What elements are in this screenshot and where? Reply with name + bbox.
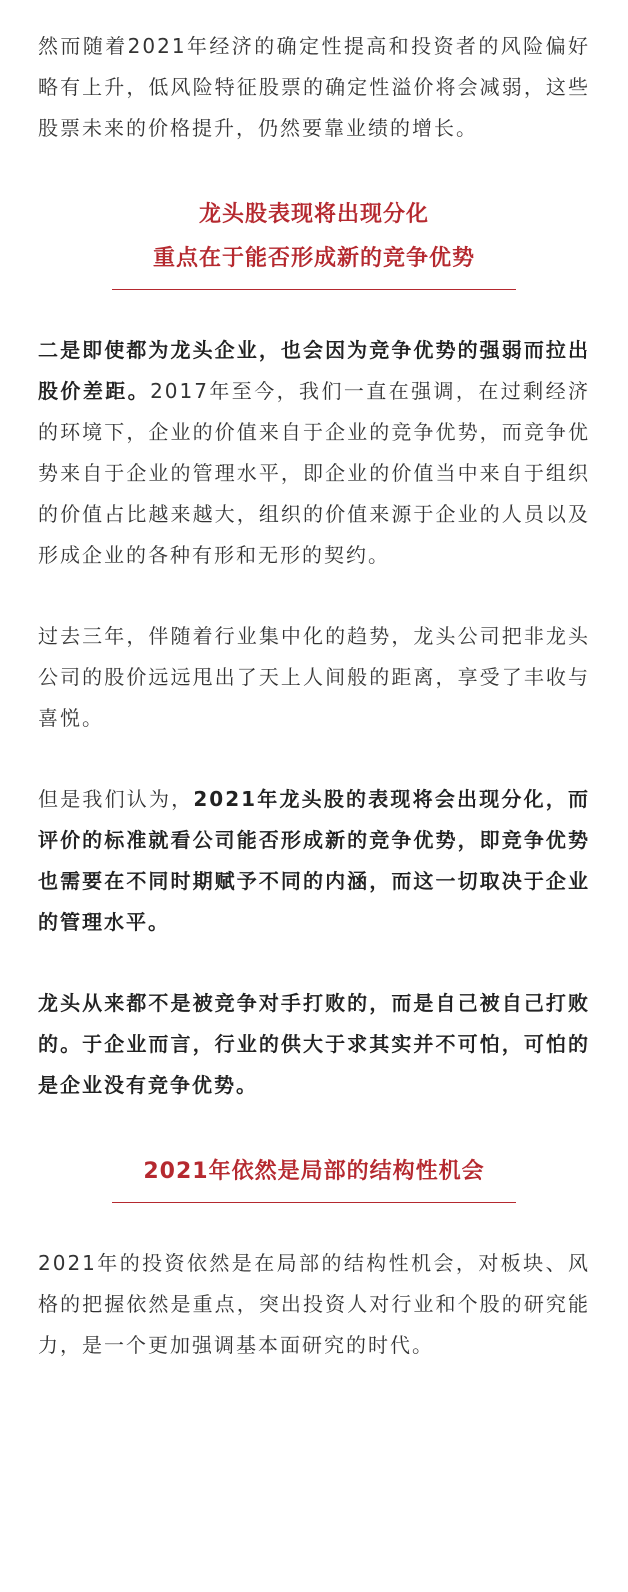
paragraph-bold-lead: 二是即使都为龙头企业，也会因为竞争优势的强弱而拉出股价差距。 <box>38 338 590 403</box>
spacer <box>38 739 590 779</box>
paragraph-self-defeat <box>38 983 590 1106</box>
paragraph-body-text: 2017年至今，我们一直在强调，在过剩经济的环境下，企业的价值来自于企业的竞争优势，而竞争优势来自于企业的管理水平，即企业的价值当中来自于组织的价值占比越来越大，组织的价值来源于企业的人员以及形成企业的各种有形和无形的契约。 <box>38 379 591 567</box>
paragraph-structural-opportunity: 2021年的投资依然是在局部的结构性机会，对板块、风格的把握依然是重点，突出投资人对行业和个股的研究能力，是一个更加强调基本面研究的时代。 <box>38 1251 590 1357</box>
paragraph-lead-text: 但是我们认为， <box>38 787 194 811</box>
paragraph-intro: 然而随着2021年经济的确定性提高和投资者的风险偏好略有上升，低风险特征股票的确定性溢价将会减弱，这些股票未来的价格提升，仍然要靠业绩的增长。 <box>38 34 590 140</box>
spacer <box>38 576 590 616</box>
spacer <box>38 943 590 983</box>
paragraph-competitive-advantage <box>38 330 590 576</box>
paragraph-divergence <box>38 779 590 943</box>
spacer <box>38 290 590 330</box>
paragraph-past-three-years: 过去三年，伴随着行业集中化的趋势，龙头公司把非龙头公司的股价远远甩出了天上人间般的距离，享受了丰收与喜悦。 <box>38 624 590 730</box>
section-heading-structural <box>38 1150 590 1203</box>
spacer <box>38 1203 590 1243</box>
section-heading-leaders <box>38 193 590 290</box>
section-heading-line-1: 龙头股表现将出现分化 <box>198 202 429 227</box>
spacer <box>38 1106 590 1150</box>
paragraph-bold-text: 2021年龙头股的表现将会出现分化，而评价的标准就看公司能否形成新的竞争优势，即竞争优势也需要在不同时期赋予不同的内涵，而这一切取决于企业的管理水平。 <box>38 787 591 934</box>
spacer <box>38 149 590 193</box>
section-heading-line-1: 2021年依然是局部的结构性机会 <box>143 1159 485 1184</box>
section-heading-line-2: 重点在于能否形成新的竞争优势 <box>152 246 475 271</box>
paragraph-bold-text: 龙头从来都不是被竞争对手打败的，而是自己被自己打败的。于企业而言，行业的供大于求其实并不可怕，可怕的是企业没有竞争优势。 <box>38 991 590 1097</box>
